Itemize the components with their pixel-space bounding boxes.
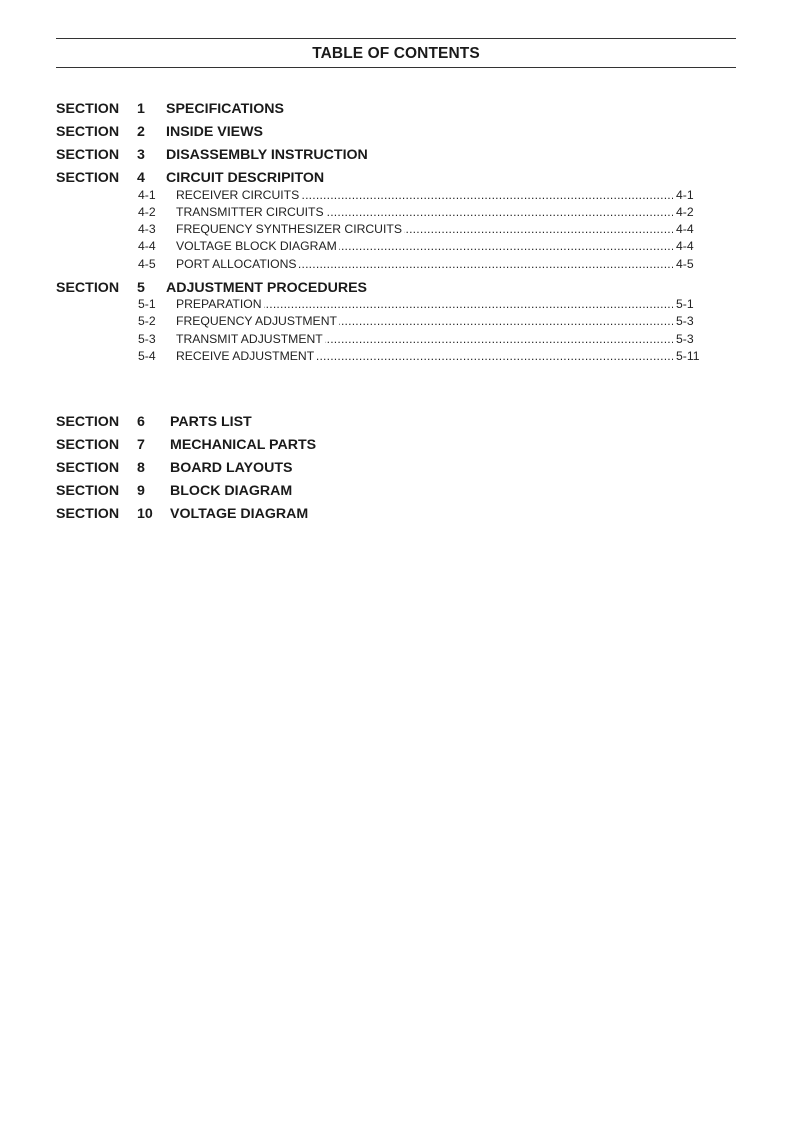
entry-number: 5-4: [138, 349, 156, 363]
section-label: SECTION: [56, 101, 120, 117]
section-number: 3: [137, 147, 145, 163]
entry-title: PORT ALLOCATIONS: [176, 257, 297, 271]
entry-number: 4-5: [138, 257, 156, 271]
section-number: 6: [137, 414, 145, 430]
top-rule: [56, 38, 736, 39]
entry-title: RECEIVER CIRCUITS: [176, 188, 300, 202]
entry-page: 5-3: [676, 332, 694, 346]
section-number: 9: [137, 483, 145, 499]
entry-page: 4-1: [676, 188, 694, 202]
entry-number: 4-3: [138, 222, 156, 236]
entry-title: FREQUENCY ADJUSTMENT: [176, 314, 337, 328]
section-label: SECTION: [56, 170, 120, 186]
section-number: 1: [137, 101, 145, 117]
section-number: 5: [137, 280, 145, 296]
section-label: SECTION: [56, 483, 120, 499]
section-title: INSIDE VIEWS: [166, 124, 263, 140]
section-label: SECTION: [56, 460, 120, 476]
entry-title: TRANSMIT ADJUSTMENT: [176, 332, 323, 346]
entry-number: 5-2: [138, 314, 156, 328]
entry-number: 5-1: [138, 297, 156, 311]
page-title: TABLE OF CONTENTS: [312, 45, 480, 62]
entry-title: PREPARATION: [176, 297, 262, 311]
section-title: VOLTAGE DIAGRAM: [170, 506, 309, 522]
entry-page: 4-2: [676, 205, 694, 219]
entry-page: 5-1: [676, 297, 694, 311]
section-label: SECTION: [56, 506, 120, 522]
entry-title: TRANSMITTER CIRCUITS: [176, 205, 324, 219]
section-number: 4: [137, 170, 145, 186]
section-number: 10: [137, 506, 153, 522]
section-title: ADJUSTMENT PROCEDURES: [166, 280, 368, 296]
entry-title: VOLTAGE BLOCK DIAGRAM: [176, 239, 337, 253]
entry-number: 4-4: [138, 239, 156, 253]
entry-number: 5-3: [138, 332, 156, 346]
entry-title: RECEIVE ADJUSTMENT: [176, 349, 315, 363]
entry-number: 4-2: [138, 205, 156, 219]
section-label: SECTION: [56, 437, 120, 453]
entry-number: 4-1: [138, 188, 156, 202]
section-title: BOARD LAYOUTS: [170, 460, 293, 476]
section-number: 7: [137, 437, 145, 453]
section-title: PARTS LIST: [170, 414, 252, 430]
section-title: MECHANICAL PARTS: [170, 437, 317, 453]
entry-page: 5-3: [676, 314, 694, 328]
entry-title: FREQUENCY SYNTHESIZER CIRCUITS: [176, 222, 402, 236]
section-number: 2: [137, 124, 145, 140]
section-label: SECTION: [56, 280, 120, 296]
section-label: SECTION: [56, 414, 120, 430]
entry-page: 4-4: [676, 239, 694, 253]
section-title: DISASSEMBLY INSTRUCTION: [166, 147, 368, 163]
section-title: CIRCUIT DESCRIPITON: [166, 170, 325, 186]
section-title: BLOCK DIAGRAM: [170, 483, 293, 499]
entry-page: 5-11: [676, 349, 700, 363]
section-label: SECTION: [56, 124, 120, 140]
section-label: SECTION: [56, 147, 120, 163]
section-number: 8: [137, 460, 145, 476]
bottom-rule: [56, 67, 736, 68]
section-title: SPECIFICATIONS: [166, 101, 284, 117]
entry-page: 4-5: [676, 257, 694, 271]
entry-page: 4-4: [676, 222, 694, 236]
